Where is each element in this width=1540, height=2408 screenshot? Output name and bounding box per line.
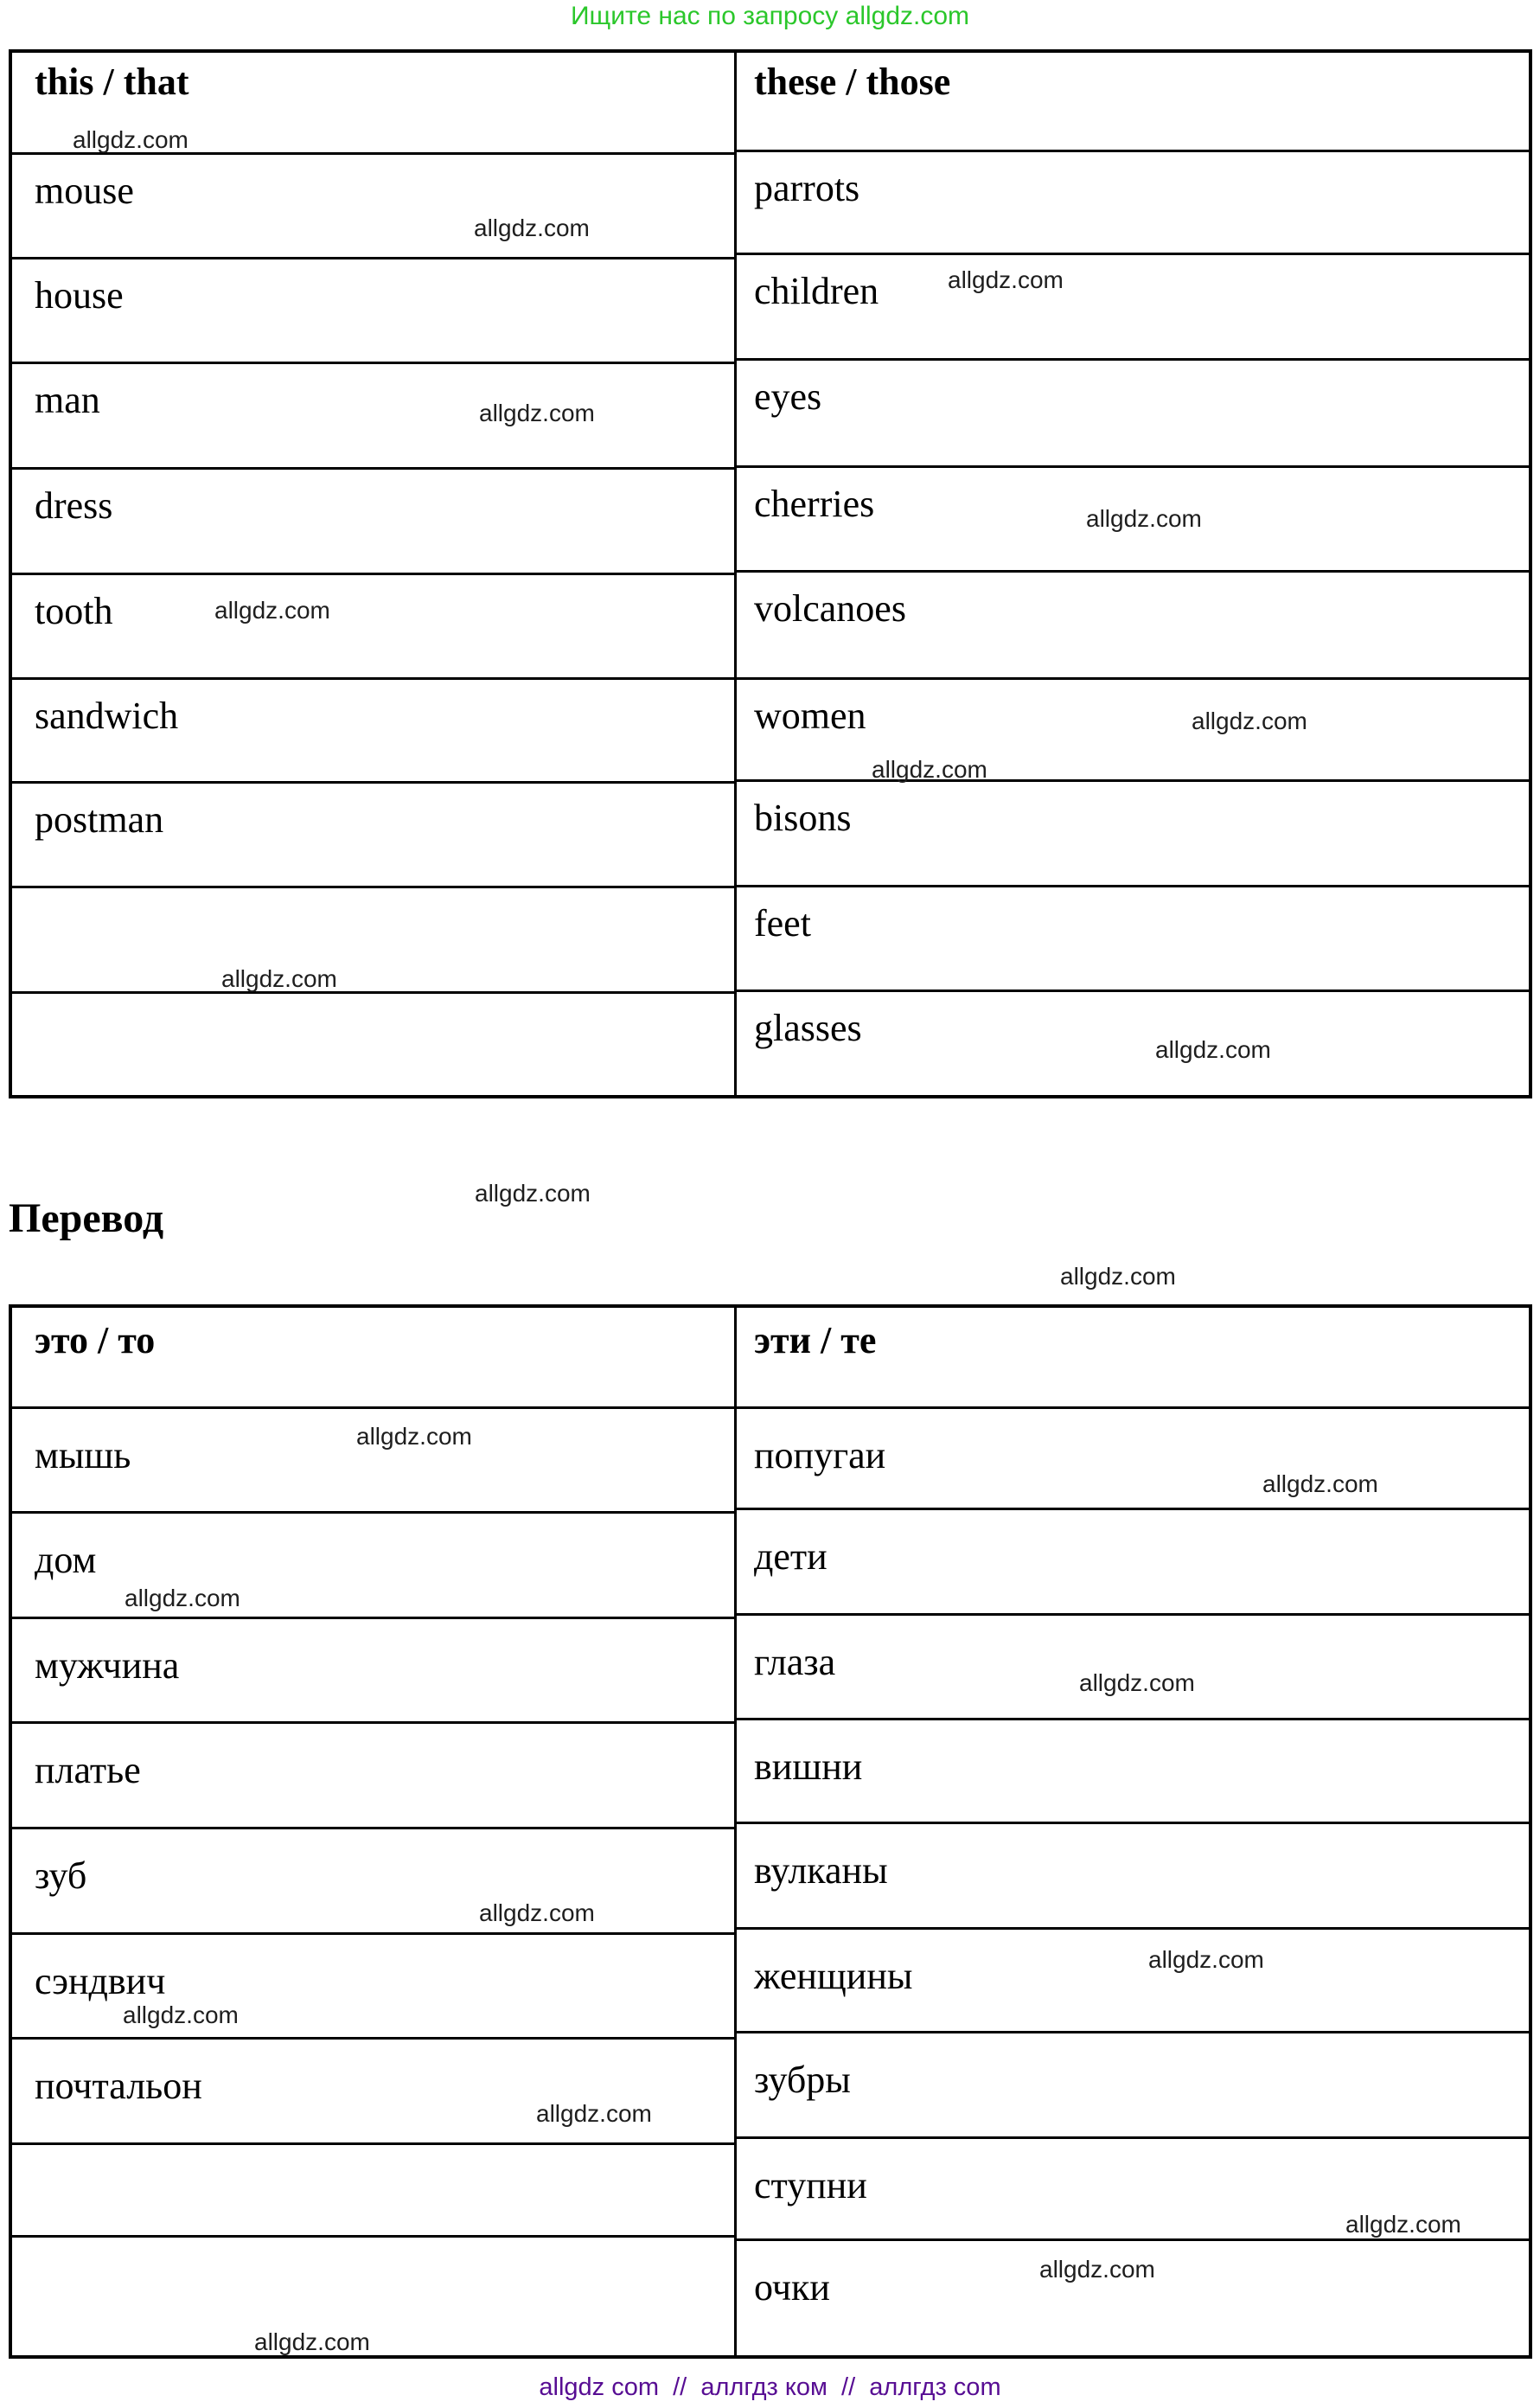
table-cell: women [737,680,1529,782]
column-header-these-those: these / those [737,53,1529,152]
table-cell: женщины [737,1930,1529,2033]
table-english [9,49,1532,1098]
table-cell: очки [754,2266,830,2309]
watermark-allgdz: allgdz.com [254,2328,370,2355]
table-cell: попугаи [737,1409,1529,1510]
watermark-allgdz: allgdz.com [73,126,189,153]
table-cell-empty [12,2145,734,2238]
table-cell: дети [737,1510,1529,1616]
table-cell: eyes [737,361,1529,468]
table-cell: cherries [737,468,1529,573]
table-cell: глаза [737,1616,1529,1720]
table-cell: tooth [12,575,734,680]
table-cell: parrots [737,152,1529,255]
column-header-eto-to: это / то [12,1308,734,1409]
table-cell: почтальон [12,2040,734,2145]
watermark-allgdz: allgdz.com [221,965,337,992]
table-cell: зуб [12,1829,734,1935]
table-cell: house [12,259,734,364]
watermark-allgdz: allgdz.com [479,1899,595,1926]
table-cell: дом [12,1514,734,1619]
table-cell: мышь [12,1409,734,1514]
table-cell: feet [737,887,1529,992]
table-cell: bisons [737,782,1529,887]
table-cell: платье [12,1724,734,1829]
footer-promo: allgdz com // аллгдз ком // аллгдз com [539,2373,1001,2401]
table-cell: volcanoes [737,573,1529,680]
watermark-allgdz: allgdz.com [536,2100,652,2127]
table-russian [9,1304,1532,2359]
table-cell-empty [12,888,734,994]
column-this-that [12,53,737,1095]
watermark-allgdz: allgdz.com [1060,1263,1176,1290]
table-cell-empty [12,2238,734,2355]
column-header-this-that: this / that [12,53,734,155]
watermark-allgdz: allgdz.com [948,266,1064,293]
watermark-allgdz: allgdz.com [123,2001,239,2028]
watermark-allgdz: allgdz.com [1079,1669,1195,1696]
table-cell: glasses [754,1007,862,1049]
table-cell: вишни [737,1720,1529,1824]
watermark-allgdz: allgdz.com [356,1423,472,1450]
watermark-allgdz: allgdz.com [125,1585,240,1611]
table-cell: dress [12,470,734,575]
translation-heading: Перевод [9,1195,164,1241]
watermark-allgdz: allgdz.com [1262,1470,1378,1497]
watermark-allgdz: allgdz.com [214,597,330,624]
watermark-allgdz: allgdz.com [479,400,595,426]
promo-banner: Ищите нас по запросу allgdz.com [570,2,970,30]
table-cell: вулканы [737,1824,1529,1930]
column-header-eti-te: эти / те [737,1308,1529,1409]
column-eti-te [737,1308,1529,2355]
watermark-allgdz: allgdz.com [1155,1036,1271,1063]
table-cell: sandwich [12,680,734,784]
column-these-those [737,53,1529,1095]
table-cell: man [12,364,734,470]
table-cell: postman [12,784,734,888]
column-eto-to [12,1308,737,2355]
table-cell: children [737,255,1529,361]
watermark-allgdz: allgdz.com [1039,2256,1155,2283]
table-cell: mouse [12,155,734,259]
table-cell-empty [12,994,734,1095]
watermark-allgdz: allgdz.com [475,1180,591,1207]
watermark-allgdz: allgdz.com [872,756,987,783]
watermark-allgdz: allgdz.com [474,215,590,241]
table-cell: ступни [737,2139,1529,2241]
watermark-allgdz: allgdz.com [1192,708,1307,734]
watermark-allgdz: allgdz.com [1148,1946,1264,1973]
table-cell: сэндвич [12,1935,734,2040]
table-cell: мужчина [12,1619,734,1724]
watermark-allgdz: allgdz.com [1345,2211,1461,2238]
table-cell: зубры [737,2033,1529,2139]
watermark-allgdz: allgdz.com [1086,505,1202,532]
